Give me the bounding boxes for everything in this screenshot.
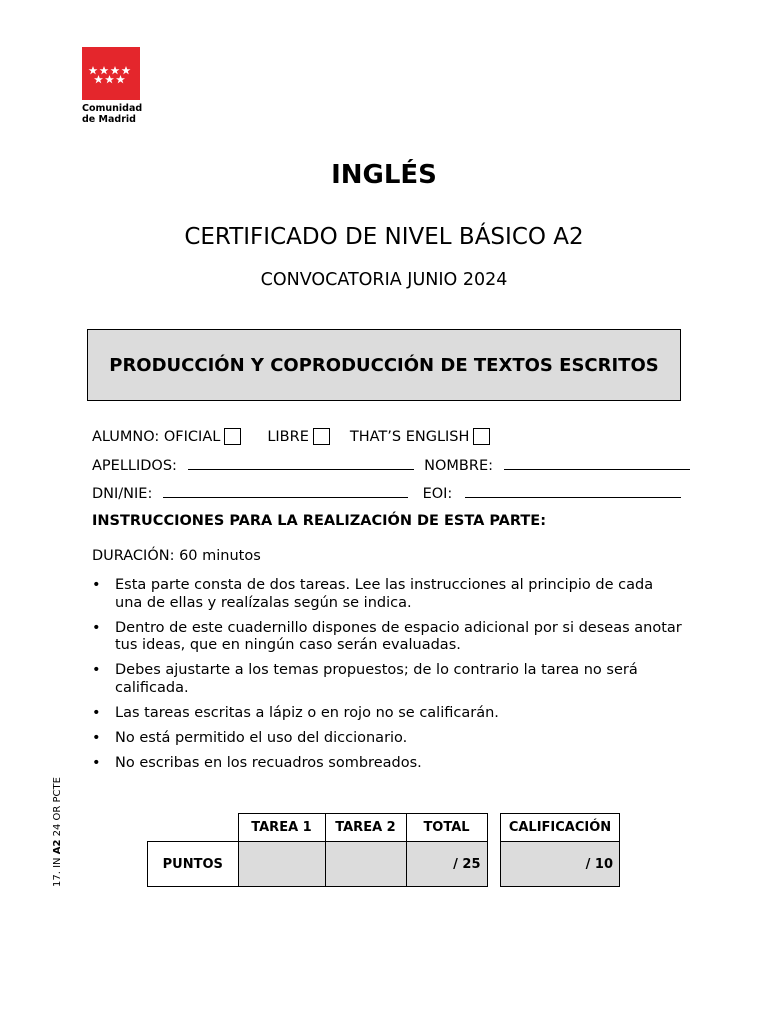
puntos-label: PUNTOS	[148, 842, 239, 887]
logo-line-1: Comunidad	[82, 103, 143, 114]
tarea-2-header: TAREA 2	[325, 814, 406, 842]
instruction-item: • No está permitido el uso del diccionario.	[92, 730, 682, 748]
tarea-2-score-cell	[325, 842, 406, 887]
oficial-checkbox[interactable]	[224, 428, 241, 445]
convocatoria: CONVOCATORIA JUNIO 2024	[260, 270, 508, 290]
document-code	[52, 777, 63, 887]
apellidos-field[interactable]	[188, 456, 414, 470]
calificacion-table	[500, 813, 620, 887]
nombre-field[interactable]	[504, 456, 690, 470]
instruction-item: • Dentro de este cuadernillo dispones de espacio adicional por si deseas anotar tus ideas, que en ningún caso serán evaluadas.	[92, 620, 682, 655]
alumno-oficial-label: ALUMNO: OFICIAL	[92, 428, 221, 445]
nombre-label: NOMBRE:	[424, 458, 493, 474]
dni-field[interactable]	[163, 484, 408, 498]
total-score-cell: / 25	[406, 842, 487, 887]
instruction-item: • Las tareas escritas a lápiz o en rojo no se calificarán.	[92, 705, 682, 723]
comunidad-de-madrid-logo	[82, 47, 143, 125]
tarea-1-score-cell	[238, 842, 325, 887]
eoi-label: EOI:	[422, 486, 453, 502]
page-title: INGLÉS	[331, 160, 437, 190]
calificacion-header: CALIFICACIÓN	[501, 814, 620, 842]
calificacion-score-cell: / 10	[501, 842, 620, 887]
code-suffix: 24 OR PCTE	[52, 777, 63, 837]
libre-checkbox[interactable]	[313, 428, 330, 445]
libre-label: LIBRE	[267, 428, 309, 445]
scores-corner	[148, 814, 239, 842]
dni-label: DNI/NIE:	[92, 486, 153, 502]
code-prefix: 17. IN	[52, 857, 63, 887]
section-title-box	[87, 329, 681, 401]
logo-line-2: de Madrid	[82, 114, 136, 125]
instruction-item: • No escribas en los recuadros sombreados.	[92, 755, 682, 773]
eoi-field[interactable]	[465, 484, 681, 498]
total-header: TOTAL	[406, 814, 487, 842]
duration-text: DURACIÓN: 60 minutos	[92, 548, 261, 564]
apellidos-nombre-row	[92, 456, 690, 474]
thats-english-label: THAT’S ENGLISH	[349, 428, 470, 445]
instruction-item: • Esta parte consta de dos tareas. Lee las instrucciones al principio de cada una de ellas y realízalas según se indica.	[92, 577, 682, 612]
madrid-flag-icon	[82, 47, 140, 100]
instructions-title: INSTRUCCIONES PARA LA REALIZACIÓN DE ESTA PARTE:	[92, 513, 547, 529]
section-title: PRODUCCIÓN Y COPRODUCCIÓN DE TEXTOS ESCRITOS	[109, 354, 659, 376]
alumno-row	[92, 428, 490, 445]
certificate-subtitle: CERTIFICADO DE NIVEL BÁSICO A2	[184, 224, 584, 250]
dni-eoi-row	[92, 484, 681, 502]
instruction-item: • Debes ajustarte a los temas propuestos; de lo contrario la tarea no será calificada.	[92, 662, 682, 697]
tarea-1-header: TAREA 1	[238, 814, 325, 842]
code-level: A2	[52, 839, 63, 855]
instructions-list	[92, 577, 682, 780]
scores-table	[147, 813, 488, 887]
apellidos-label: APELLIDOS:	[92, 458, 177, 474]
thats-english-checkbox[interactable]	[473, 428, 490, 445]
logo-text	[82, 103, 143, 125]
